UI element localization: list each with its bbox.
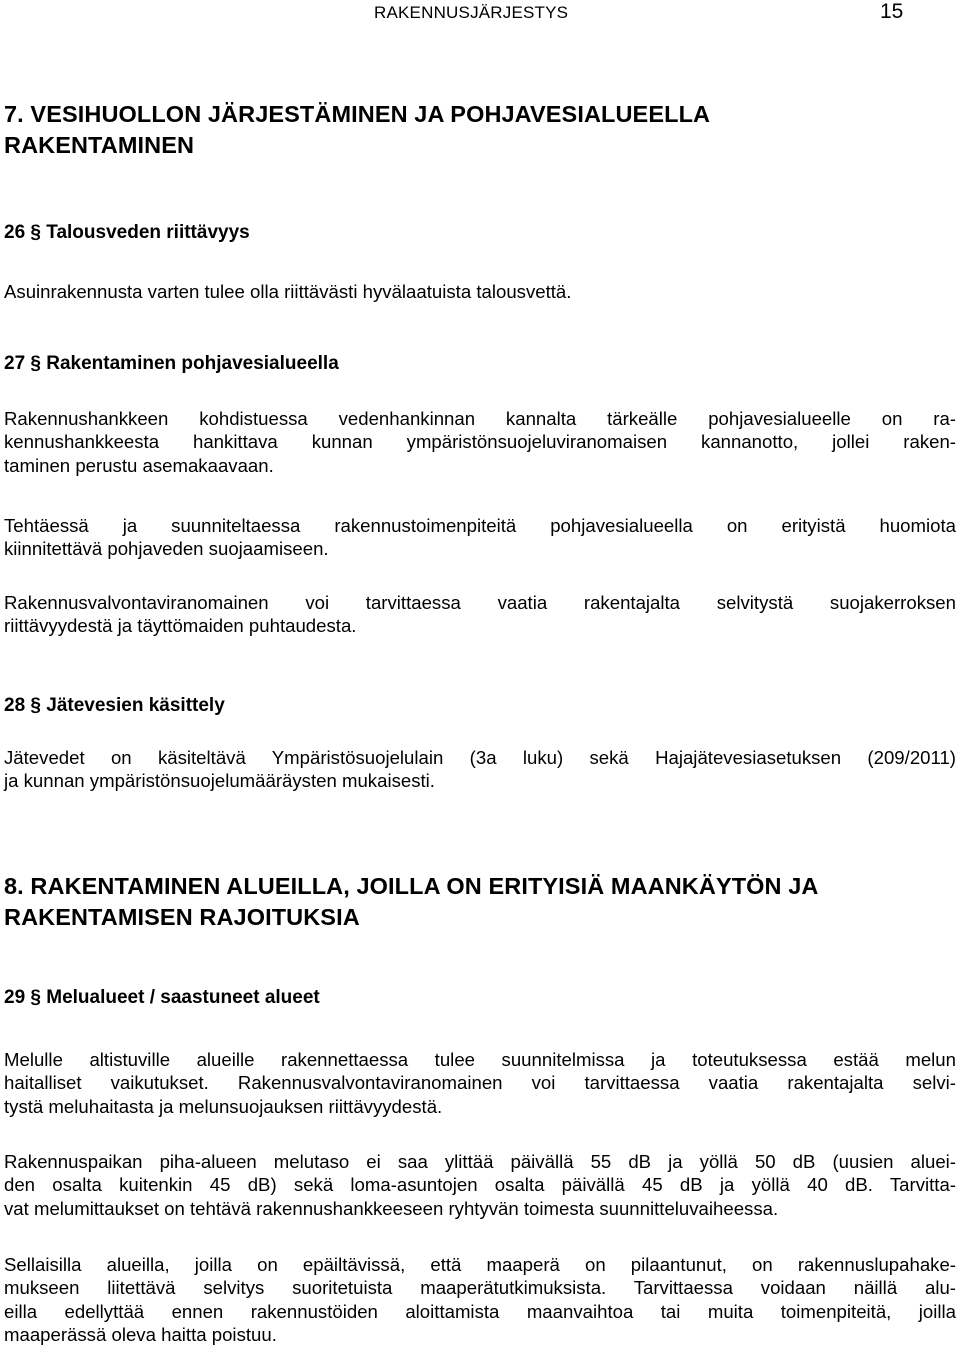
section-27-paragraph-2 — [4, 514, 956, 561]
section-29-paragraph-3 — [4, 1253, 956, 1347]
section-29-p3-line-1: Sellaisilla alueilla, joilla on epäiltävissä, että maaperä on pilaantunut, on rakennuslupahake- — [4, 1254, 956, 1275]
chapter-8-title-line-1: 8. RAKENTAMINEN ALUEILLA, JOILLA ON ERITYISIÄ MAANKÄYTÖN JA — [4, 873, 819, 899]
section-29-p1-line-2: haitalliset vaikutukset. Rakennusvalvontaviranomainen voi tarvittaessa vaatia rakentajalta selvi- — [4, 1072, 956, 1094]
section-28-paragraph — [4, 746, 956, 793]
section-27-p3-line-2: riittävyydestä ja täyttömaiden puhtaudesta. — [4, 615, 357, 637]
chapter-7-title-line-2: RAKENTAMINEN — [4, 132, 195, 158]
section-29-p3-line-2: mukseen liitettävä selvitys suoritetuista maaperätutkimuksista. Tarvittaessa voidaan näillä alu- — [4, 1277, 956, 1299]
chapter-8-title — [4, 871, 956, 933]
section-27-p1-line-2: kennushankkeesta hankittava kunnan ympäristönsuojeluviranomaisen kannanotto, jollei raken- — [4, 431, 956, 453]
section-26-line-1: Asuinrakennusta varten tulee olla riittävästi hyvälaatuista talousvettä. — [4, 281, 572, 302]
section-26-heading: 26 § Talousveden riittävyys — [4, 222, 250, 243]
section-29-paragraph-1 — [4, 1048, 956, 1118]
section-27-p3-line-1: Rakennusvalvontaviranomainen voi tarvittaessa vaatia rakentajalta selvitystä suojakerroksen — [4, 592, 956, 613]
section-27-paragraph-3 — [4, 591, 956, 638]
chapter-7-title-line-1: 7. VESIHUOLLON JÄRJESTÄMINEN JA POHJAVESIALUEELLA — [4, 101, 711, 127]
section-27-p1-line-1: Rakennushankkeen kohdistuessa vedenhankinnan kannalta tärkeälle pohjavesialueelle on ra- — [4, 408, 956, 429]
section-27-heading: 27 § Rakentaminen pohjavesialueella — [4, 353, 339, 374]
running-header-title: RAKENNUSJÄRJESTYS — [374, 3, 569, 22]
section-28-line-2: ja kunnan ympäristönsuojelumääräysten mukaisesti. — [4, 770, 435, 792]
section-27-paragraph-1 — [4, 407, 956, 477]
section-28-line-1: Jätevedet on käsiteltävä Ympäristösuojelulain (3a luku) sekä Hajajätevesiasetuksen (209/2011) — [4, 747, 956, 768]
section-29-paragraph-2 — [4, 1150, 956, 1220]
page-number: 15 — [880, 0, 904, 23]
section-29-p2-line-1: Rakennuspaikan piha-alueen melutaso ei saa ylittää päivällä 55 dB ja yöllä 50 dB (uusien aluei- — [4, 1151, 956, 1172]
section-26-paragraph — [4, 280, 956, 303]
section-27-p2-line-2: kiinnitettävä pohjaveden suojaamiseen. — [4, 538, 329, 560]
section-29-p2-line-2: den osalta kuitenkin 45 dB) sekä loma-asuntojen osalta päivällä 45 dB ja yöllä 40 dB. Tarvitta- — [4, 1174, 956, 1196]
section-29-p3-line-3: eilla edellyttää ennen rakennustöiden aloittamista maanvaihtoa tai muita toimenpiteitä, joilla — [4, 1300, 956, 1322]
section-29-p3-line-4: maaperässä oleva haitta poistuu. — [4, 1324, 277, 1346]
section-27-p2-line-1: Tehtäessä ja suunniteltaessa rakennustoimenpiteitä pohjavesialueella on erityistä huomiota — [4, 515, 956, 536]
section-28-heading: 28 § Jätevesien käsittely — [4, 695, 225, 716]
chapter-8-title-line-2: RAKENTAMISEN RAJOITUKSIA — [4, 904, 360, 930]
section-29-p1-line-1: Melulle altistuville alueille rakennettaessa tulee suunnitelmissa ja toteutuksessa estää melun — [4, 1049, 956, 1070]
section-29-p1-line-3: tystä meluhaitasta ja melunsuojauksen riittävyydestä. — [4, 1095, 443, 1117]
section-29-p2-line-3: vat melumittaukset on tehtävä rakennushankkeeseen ryhtyvän toimesta suunnitteluvaiheessa. — [4, 1197, 779, 1219]
section-29-heading: 29 § Melualueet / saastuneet alueet — [4, 987, 320, 1008]
section-27-p1-line-3: taminen perustu asemakaavaan. — [4, 454, 274, 476]
chapter-7-title — [4, 99, 956, 161]
